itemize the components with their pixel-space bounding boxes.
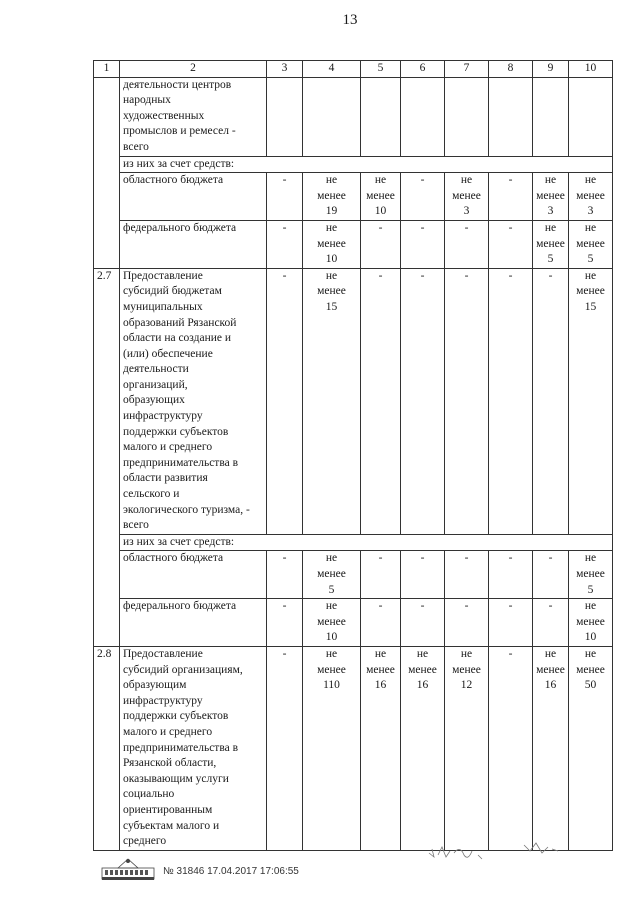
cell-text: промыслов и ремесел - bbox=[123, 125, 236, 138]
row-number bbox=[94, 77, 120, 268]
cell-text: деятельности bbox=[123, 363, 189, 376]
cell-text: - bbox=[420, 552, 425, 565]
cell-text: не bbox=[325, 647, 338, 660]
value-cell bbox=[401, 599, 445, 647]
cell-text: менее bbox=[317, 237, 346, 250]
cell-text: малого и среднего bbox=[123, 725, 213, 738]
cell-text: не bbox=[416, 647, 429, 660]
cell-text: менее bbox=[576, 189, 605, 202]
value-cell bbox=[569, 268, 613, 534]
value-cell bbox=[303, 646, 361, 850]
value-cell bbox=[361, 220, 401, 268]
cell-text: 10 bbox=[325, 253, 338, 266]
cell-text: федерального бюджета bbox=[123, 221, 237, 234]
cell-text: не bbox=[584, 174, 597, 187]
item-name-cell bbox=[120, 173, 267, 221]
value-cell bbox=[267, 77, 303, 156]
cell-text: всего bbox=[123, 519, 149, 532]
cell-text: не bbox=[584, 221, 597, 234]
cell-text: 10 bbox=[374, 205, 387, 218]
value-cell bbox=[267, 599, 303, 647]
value-cell bbox=[489, 77, 533, 156]
cell-text: не bbox=[584, 647, 597, 660]
cell-text: из них за счет средств: bbox=[123, 157, 235, 170]
value-cell bbox=[303, 551, 361, 599]
value-cell bbox=[489, 551, 533, 599]
table-row bbox=[94, 156, 613, 173]
value-cell bbox=[401, 77, 445, 156]
cell-text: 5 bbox=[587, 253, 594, 266]
cell-text: образующих bbox=[123, 394, 185, 407]
page-number: 13 bbox=[342, 12, 358, 28]
cell-text: Предоставление bbox=[123, 647, 203, 660]
value-cell bbox=[489, 599, 533, 647]
cell-text: 3 bbox=[547, 205, 554, 218]
column-header: 8 bbox=[489, 61, 533, 78]
cell-text: поддержки субъектов bbox=[123, 425, 229, 438]
cell-text: - bbox=[378, 552, 383, 565]
value-cell bbox=[445, 599, 489, 647]
cell-text: субъектам малого и bbox=[123, 819, 220, 832]
cell-text: менее bbox=[576, 237, 605, 250]
column-header: 9 bbox=[533, 61, 569, 78]
cell-text: областного бюджета bbox=[123, 174, 224, 187]
cell-text: субсидий бюджетам bbox=[123, 285, 222, 298]
cell-text: - bbox=[464, 552, 469, 565]
cell-text: - bbox=[548, 552, 553, 565]
cell-text: малого и среднего bbox=[123, 441, 213, 454]
cell-text: - bbox=[464, 600, 469, 613]
value-cell bbox=[303, 77, 361, 156]
value-cell bbox=[303, 268, 361, 534]
cell-text: - bbox=[282, 221, 287, 234]
cell-text: не bbox=[325, 269, 338, 282]
cell-text: не bbox=[584, 552, 597, 565]
cell-text: инфраструктуру bbox=[123, 694, 203, 707]
cell-text: инфраструктуру bbox=[123, 410, 203, 423]
cell-text: не bbox=[374, 174, 387, 187]
value-cell bbox=[533, 173, 569, 221]
column-header: 5 bbox=[361, 61, 401, 78]
cell-text: 5 bbox=[547, 253, 554, 266]
value-cell bbox=[401, 220, 445, 268]
cell-text: 5 bbox=[328, 583, 335, 596]
column-header: 7 bbox=[445, 61, 489, 78]
table-row bbox=[94, 646, 613, 850]
cell-text: - bbox=[378, 269, 383, 282]
cell-text: не bbox=[460, 174, 473, 187]
cell-text: предпринимательства в bbox=[123, 741, 239, 754]
item-name-cell bbox=[120, 599, 267, 647]
item-name-cell bbox=[120, 77, 267, 156]
cell-text: художественных bbox=[123, 109, 205, 122]
cell-text: - bbox=[420, 174, 425, 187]
cell-text: - bbox=[464, 269, 469, 282]
cell-text: - bbox=[282, 600, 287, 613]
value-cell bbox=[569, 646, 613, 850]
cell-text: 15 bbox=[325, 300, 338, 313]
cell-text: - bbox=[508, 552, 513, 565]
value-cell bbox=[569, 77, 613, 156]
value-cell bbox=[267, 220, 303, 268]
cell-text: из них за счет средств: bbox=[123, 535, 235, 548]
cell-text: экологического туризма, - bbox=[123, 503, 250, 516]
value-cell bbox=[361, 551, 401, 599]
cell-text: менее bbox=[366, 663, 395, 676]
value-cell bbox=[569, 220, 613, 268]
value-cell bbox=[489, 268, 533, 534]
value-cell bbox=[361, 77, 401, 156]
cell-text: менее bbox=[452, 663, 481, 676]
cell-text: 50 bbox=[584, 679, 597, 692]
value-cell bbox=[267, 646, 303, 850]
cell-text: - bbox=[508, 600, 513, 613]
cell-text: ориентированным bbox=[123, 803, 213, 816]
table-row bbox=[94, 534, 613, 551]
cell-text: народных bbox=[123, 94, 171, 107]
value-cell bbox=[267, 551, 303, 599]
cell-text: - bbox=[548, 600, 553, 613]
cell-text: Предоставление bbox=[123, 269, 203, 282]
value-cell bbox=[533, 220, 569, 268]
cell-text: 5 bbox=[587, 583, 594, 596]
value-cell bbox=[533, 268, 569, 534]
table-row bbox=[94, 599, 613, 647]
value-cell bbox=[533, 77, 569, 156]
cell-text: - bbox=[378, 221, 383, 234]
cell-text: областного бюджета bbox=[123, 552, 224, 565]
cell-text: - bbox=[282, 269, 287, 282]
cell-text: менее bbox=[536, 237, 565, 250]
cell-text: не bbox=[460, 647, 473, 660]
subheading-cell bbox=[120, 534, 613, 551]
cell-text: среднего bbox=[123, 835, 167, 848]
value-cell bbox=[401, 268, 445, 534]
cell-text: 110 bbox=[323, 679, 340, 692]
item-name-cell bbox=[120, 646, 267, 850]
cell-text: - bbox=[282, 647, 287, 660]
cell-text: менее bbox=[317, 615, 346, 628]
column-header: 3 bbox=[267, 61, 303, 78]
cell-text: менее bbox=[366, 189, 395, 202]
column-header: 2 bbox=[120, 61, 267, 78]
cell-text: - bbox=[282, 174, 287, 187]
cell-text: менее bbox=[317, 285, 346, 298]
table-header-row bbox=[94, 61, 613, 78]
item-name-cell bbox=[120, 220, 267, 268]
value-cell bbox=[401, 173, 445, 221]
subheading-cell bbox=[120, 156, 613, 173]
cell-text: организаций, bbox=[123, 378, 188, 391]
cell-text: не bbox=[325, 174, 338, 187]
cell-text: менее bbox=[576, 663, 605, 676]
value-cell bbox=[267, 173, 303, 221]
cell-text: 16 bbox=[416, 679, 429, 692]
cell-text: федерального бюджета bbox=[123, 600, 237, 613]
cell-text: 12 bbox=[460, 679, 473, 692]
item-name-cell bbox=[120, 268, 267, 534]
value-cell bbox=[445, 77, 489, 156]
cell-text: Рязанской области, bbox=[123, 757, 217, 770]
value-cell bbox=[303, 173, 361, 221]
value-cell bbox=[489, 646, 533, 850]
value-cell bbox=[267, 268, 303, 534]
cell-text: (или) обеспечение bbox=[123, 347, 213, 360]
cell-text: области на создание и bbox=[123, 332, 232, 345]
row-number: 2.8 bbox=[94, 646, 120, 850]
value-cell bbox=[445, 551, 489, 599]
value-cell bbox=[445, 646, 489, 850]
cell-text: менее bbox=[536, 189, 565, 202]
value-cell bbox=[533, 551, 569, 599]
cell-text: сельского и bbox=[123, 488, 180, 501]
value-cell bbox=[489, 220, 533, 268]
cell-text: не bbox=[374, 647, 387, 660]
value-cell bbox=[533, 599, 569, 647]
cell-text: - bbox=[282, 552, 287, 565]
cell-text: - bbox=[508, 221, 513, 234]
row-number: 2.7 bbox=[94, 268, 120, 646]
value-cell bbox=[401, 551, 445, 599]
cell-text: образований Рязанской bbox=[123, 316, 237, 329]
cell-text: - bbox=[464, 221, 469, 234]
cell-text: менее bbox=[317, 663, 346, 676]
cell-text: деятельности центров bbox=[123, 78, 232, 91]
cell-text: менее bbox=[536, 663, 565, 676]
value-cell bbox=[533, 646, 569, 850]
registration-stamp: № 31846 17.04.2017 17:06:55 bbox=[163, 866, 299, 877]
cell-text: образующим bbox=[123, 679, 187, 692]
value-cell bbox=[445, 220, 489, 268]
handwritten-signature-icon bbox=[424, 835, 584, 875]
cell-text: - bbox=[420, 269, 425, 282]
table-row bbox=[94, 551, 613, 599]
cell-text: поддержки субъектов bbox=[123, 710, 229, 723]
cell-text: менее bbox=[317, 189, 346, 202]
value-cell bbox=[445, 173, 489, 221]
cell-text: не bbox=[544, 174, 557, 187]
table-row bbox=[94, 173, 613, 221]
column-header: 1 bbox=[94, 61, 120, 78]
value-cell bbox=[489, 173, 533, 221]
cell-text: 3 bbox=[587, 205, 594, 218]
value-cell bbox=[445, 268, 489, 534]
cell-text: 16 bbox=[544, 679, 557, 692]
cell-text: не bbox=[544, 221, 557, 234]
cell-text: - bbox=[378, 600, 383, 613]
value-cell bbox=[361, 646, 401, 850]
column-header: 6 bbox=[401, 61, 445, 78]
government-seal-icon bbox=[100, 855, 156, 881]
value-cell bbox=[361, 173, 401, 221]
cell-text: менее bbox=[317, 568, 346, 580]
value-cell bbox=[569, 173, 613, 221]
cell-text: 19 bbox=[325, 205, 338, 218]
cell-text: оказывающим услуги bbox=[123, 772, 229, 785]
cell-text: - bbox=[508, 647, 513, 660]
table-row bbox=[94, 77, 613, 156]
cell-text: - bbox=[508, 174, 513, 187]
cell-text: предпринимательства в bbox=[123, 456, 239, 469]
cell-text: 16 bbox=[374, 679, 387, 692]
cell-text: не bbox=[325, 221, 338, 234]
table-row bbox=[94, 268, 613, 534]
cell-text: 10 bbox=[325, 631, 338, 644]
value-cell bbox=[303, 220, 361, 268]
column-header: 4 bbox=[303, 61, 361, 78]
budget-table bbox=[93, 60, 613, 851]
cell-text: не bbox=[544, 647, 557, 660]
value-cell bbox=[401, 646, 445, 850]
cell-text: не bbox=[325, 552, 338, 565]
cell-text: не bbox=[584, 600, 597, 613]
cell-text: 3 bbox=[463, 205, 470, 218]
cell-text: - bbox=[548, 269, 553, 282]
cell-text: не bbox=[325, 600, 338, 613]
value-cell bbox=[361, 268, 401, 534]
cell-text: менее bbox=[576, 615, 605, 628]
cell-text: менее bbox=[408, 663, 437, 676]
cell-text: - bbox=[420, 221, 425, 234]
item-name-cell bbox=[120, 551, 267, 599]
cell-text: менее bbox=[576, 568, 605, 580]
value-cell bbox=[303, 599, 361, 647]
cell-text: - bbox=[420, 600, 425, 613]
value-cell bbox=[569, 551, 613, 599]
value-cell bbox=[361, 599, 401, 647]
cell-text: 10 bbox=[584, 631, 597, 644]
cell-text: менее bbox=[576, 285, 605, 298]
column-header: 10 bbox=[569, 61, 613, 78]
cell-text: области развития bbox=[123, 472, 208, 485]
cell-text: всего bbox=[123, 140, 149, 153]
cell-text: социально bbox=[123, 788, 175, 801]
cell-text: менее bbox=[452, 189, 481, 202]
cell-text: субсидий организациям, bbox=[123, 663, 243, 676]
cell-text: не bbox=[584, 269, 597, 282]
cell-text: муниципальных bbox=[123, 300, 203, 313]
table-row bbox=[94, 220, 613, 268]
cell-text: 15 bbox=[584, 300, 597, 313]
cell-text: - bbox=[508, 269, 513, 282]
value-cell bbox=[569, 599, 613, 647]
